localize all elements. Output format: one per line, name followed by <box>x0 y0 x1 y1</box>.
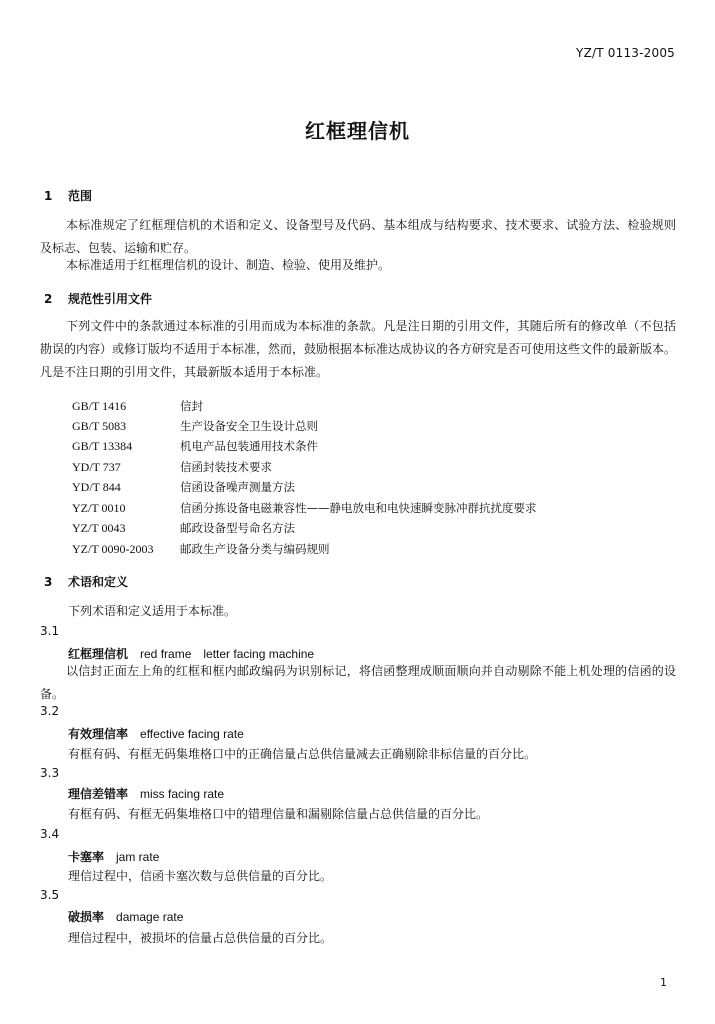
reference-code: YZ/T 0010 <box>72 501 126 515</box>
term-chinese: 理信差错率 <box>68 787 129 801</box>
section-2-paragraph: 下列文件中的条款通过本标准的引用而成为本标准的条款。凡是注日期的引用文件，其随后所有的修改单（不包括勘误的内容）或修订版均不适用于本标准，然而，鼓励根据本标准达成协议的各方研究是否可使用这些文件的最新版本。凡是不注日期的引用文件，其最新版本适用于本标准。 <box>40 319 677 379</box>
term-chinese: 红框理信机 <box>68 647 129 661</box>
reference-code: GB/T 13384 <box>72 439 133 453</box>
clause-number: 3.4 <box>40 827 60 841</box>
reference-code: YZ/T 0090-2003 <box>72 542 154 556</box>
clause-number: 3.1 <box>40 624 60 638</box>
term-english: red frame letter facing machine <box>140 647 315 661</box>
section-title: 范围 <box>68 189 93 203</box>
section-2-heading <box>44 290 152 307</box>
term-entry <box>68 908 183 925</box>
reference-row <box>72 418 318 438</box>
document-title: 红框理信机 <box>305 119 410 143</box>
term-entry <box>68 848 159 865</box>
section-1-paragraph-2: 本标准适用于红框理信机的设计、制造、检验、使用及维护。 <box>66 258 391 272</box>
reference-code: YD/T 737 <box>72 460 121 474</box>
term-chinese: 卡塞率 <box>68 850 105 864</box>
term-english: miss facing rate <box>140 787 225 801</box>
term-entry <box>68 725 244 742</box>
term-english: effective facing rate <box>140 727 244 741</box>
section-number: 3 <box>44 575 53 589</box>
reference-title: 机电产品包装通用技术条件 <box>180 439 318 453</box>
reference-code: YZ/T 0043 <box>72 521 126 535</box>
reference-title: 邮政设备型号命名方法 <box>180 521 295 535</box>
reference-row <box>72 438 318 458</box>
section-1-heading <box>44 187 92 204</box>
section-number: 1 <box>44 189 53 203</box>
section-title: 术语和定义 <box>68 575 129 589</box>
term-definition: 以信封正面左上角的红框和框内邮政编码为识别标记，将信函整理成顺面顺向并自动剔除不能上机处理的信函的设备。 <box>40 664 676 701</box>
reference-title: 信封 <box>180 399 203 413</box>
term-definition: 有框有码、有框无码集堆格口中的正确信量占总供信量减去正确剔除非标信量的百分比。 <box>68 747 537 761</box>
standard-number: YZ/T 0113-2005 <box>576 46 675 60</box>
reference-title: 信函设备噪声测量方法 <box>180 480 295 494</box>
reference-title: 信函封装技术要求 <box>180 460 272 474</box>
clause-number: 3.3 <box>40 766 60 780</box>
reference-row <box>72 459 272 479</box>
term-chinese: 破损率 <box>68 910 105 924</box>
reference-row <box>72 500 537 520</box>
section-number: 2 <box>44 292 53 306</box>
reference-row <box>72 520 295 540</box>
term-english: jam rate <box>116 850 160 864</box>
clause-number: 3.5 <box>40 888 60 902</box>
section-1-paragraph-1: 本标准规定了红框理信机的术语和定义、设备型号及代码、基本组成与结构要求、技术要求、试验方法、检验规则及标志、包装、运输和贮存。 <box>40 218 676 255</box>
reference-row <box>72 541 330 561</box>
reference-code: YD/T 844 <box>72 480 121 494</box>
term-definition: 有框有码、有框无码集堆格口中的错理信量和漏剔除信量占总供信量的百分比。 <box>68 807 489 821</box>
reference-code: GB/T 1416 <box>72 399 127 413</box>
reference-code: GB/T 5083 <box>72 419 127 433</box>
reference-row <box>72 479 295 499</box>
reference-title: 邮政生产设备分类与编码规则 <box>180 542 330 556</box>
term-entry <box>68 785 224 802</box>
section-3-heading <box>44 573 128 590</box>
term-chinese: 有效理信率 <box>68 727 129 741</box>
section-3-intro: 下列术语和定义适用于本标准。 <box>68 604 237 618</box>
page-number: 1 <box>660 976 667 989</box>
clause-number: 3.2 <box>40 704 60 718</box>
section-title: 规范性引用文件 <box>68 292 153 306</box>
reference-title: 信函分拣设备电磁兼容性——静电放电和电快速瞬变脉冲群抗扰度要求 <box>180 501 537 515</box>
reference-title: 生产设备安全卫生设计总则 <box>180 419 318 433</box>
term-definition: 理信过程中，信函卡塞次数与总供信量的百分比。 <box>68 869 333 883</box>
term-definition: 理信过程中，被损坏的信量占总供信量的百分比。 <box>68 931 333 945</box>
reference-row <box>72 398 203 418</box>
term-english: damage rate <box>116 910 184 924</box>
